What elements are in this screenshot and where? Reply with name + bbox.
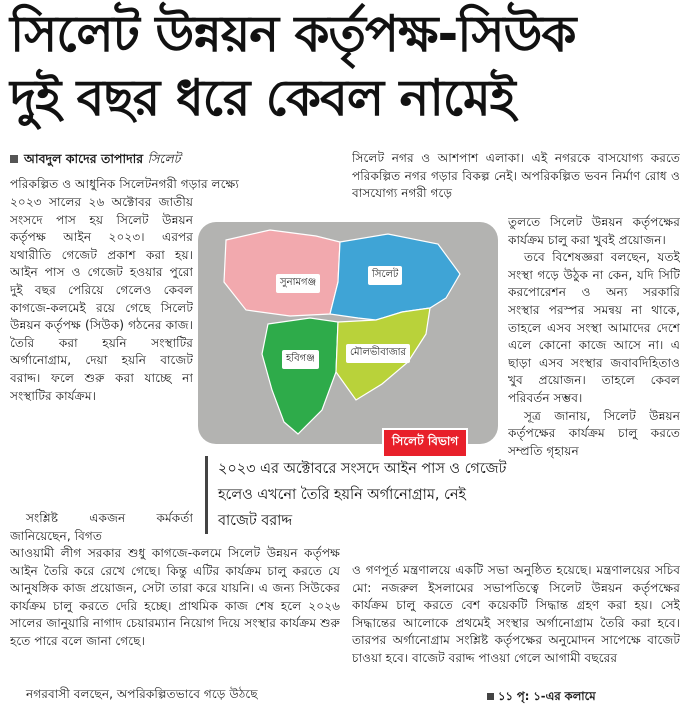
headline-line-2: দুই বছর ধরে কেবল নামেই: [10, 69, 515, 127]
article-right-narrow: [508, 214, 680, 562]
map-label-sunamganj: সুনামগঞ্জ: [276, 274, 320, 293]
continued-marker: [487, 688, 596, 707]
article-left-column: [10, 194, 193, 510]
pull-quote: ২০২৩ এর অক্টোবরে সংসদে আইন পাস ও গেজেট হলেও এখনো তৈরি হয়নি অর্গানোগ্রাম, নেই বাজেট বরাদ্দ: [205, 456, 508, 534]
map-region-habiganj: [262, 318, 338, 434]
continued-square-icon: [487, 693, 494, 700]
article-right-para-2: তবে বিশেষজ্ঞরা বলছেন, যতই সংস্থা গড়ে উঠুক না কেন, যদি সিটি করপোরেশন ও অন্য সরকারি সংস্থার পরস্পর সমন্বয় না থাকে, তাহলে এসব সংস্থা আমাদের দেশে এলে কোনো কাজে আসে না। এ ছাড়া এসব সংস্থার জবাবদিহিতাও খুব প্রয়োজন। তাহলে কেবল পরিবর্তন সম্ভব।: [508, 250, 680, 405]
map-label-sylhet: সিলেট: [368, 266, 402, 285]
byline-bullet-icon: [10, 155, 18, 163]
continued-text: ১১ পৃ: ১-এর কলামে: [498, 689, 596, 703]
article-right-bottom: ও গণপূর্ত মন্ত্রণালয়ে একটি সভা অনুষ্ঠিত হয়েছে। মন্ত্রণালয়ের সচিব মো: নজরুল ইসলামের সভাপতিত্বে সিলেট উন্নয়ন কর্তৃপক্ষের কার্যক্রম চালু করতে বেশ কয়েকটি সিদ্ধান্ত গ্রহণ করা হয়। সেই সিদ্ধান্তের আলোকে প্রথমেই সংস্থার অর্গানোগ্রাম তৈরি করা হবে। তারপর অর্গানোগ্রাম সংশ্লিষ্ট কর্তৃপক্ষের অনুমোদন সাপেক্ষে বাজেট চাওয়া হবে। বাজেট বরাদ্দ পাওয়া গেলে আগামী বছরের: [352, 563, 680, 665]
article-left-para: ২০২৩ সালের ২৬ অক্টোবর জাতীয় সংসদে পাস হয় সিলেট উন্নয়ন কর্তৃপক্ষ আইন ২০২৩। এরপর যথারীতি গেজেট প্রকাশ করা হয়। আইন পাস ও গেজেট হওয়ার পুরো দুই বছর পেরিয়ে গেলেও কেবল কাগজে-কলমেই রয়ে গেছে সিলেট উন্নয়ন কর্তৃপক্ষ (সিউক) গঠনের কাজ। তৈরি করা হয়নি সংস্থাটির অর্গানোগ্রাম, দেয়া হয়নি বাজেট বরাদ্দ। ফলে শুরু করা যাচ্ছে না সংস্থাটির কার্যক্রম।: [10, 195, 193, 403]
byline-author: আবদুল কাদের তাপাদার: [24, 151, 144, 166]
map-label-habiganj: হবিগঞ্জ: [282, 350, 319, 369]
article-right-para-1: তুলতে সিলেট উন্নয়ন কর্তৃপক্ষের কার্যক্রম চালু করা খুবই প্রয়োজন।: [508, 215, 680, 247]
article-right-para-3: সূত্র জানায়, সিলেট উন্নয়ন কর্তৃপক্ষের কার্যক্রম চালু করতে সম্প্রতি গৃহায়ন: [508, 408, 680, 458]
map-svg: [198, 222, 498, 444]
article-bottom-left-last: নগরবাসী বলছেন, অপরিকল্পিতভাবে গড়ে উঠছে: [26, 687, 258, 701]
intro-line: পরিকল্পিত ও আধুনিক সিলেটনগরী গড়ার লক্ষ্যে: [10, 177, 239, 191]
map-label-moulvibazar: মৌলভীবাজার: [346, 344, 410, 363]
headline-line-1: সিলেট উন্নয়ন কর্তৃপক্ষ-সিউক: [10, 5, 576, 63]
headline: [10, 2, 680, 130]
article-bottom-left: আওয়ামী লীগ সরকার শুধু কাগজে-কলমে সিলেট উন্নয়ন কর্তৃপক্ষ আইন তৈরি করে রেখে গেছে। কিন্তু এটির কার্যক্রম চালু করতে যে আনুষঙ্গিক কাজ প্রয়োজন, সেটা তারা করে যায়নি। এ জন্য সিউকের কার্যক্রম চালু করতে দেরি হচ্ছে। প্রাথমিক কাজ শেষ হলে ২০২৬ সালের জানুয়ারি নাগাদ চেয়ারম্যান নিয়োগ দিয়ে সংস্থার কার্যক্রম শুরু হতে পারে বলে জানা গেছে।: [10, 546, 340, 648]
sylhet-division-map: [198, 222, 498, 444]
division-badge: সিলেট বিভাগ: [382, 428, 468, 458]
article-left-para-2: সংশ্লিষ্ট একজন কর্মকর্তা জানিয়েছেন, বিগত: [10, 511, 193, 543]
byline: [10, 151, 180, 171]
article-right-top: সিলেট নগর ও আশপাশ এলাকা। এই নগরকে বাসযোগ্য করতে পরিকল্পিত নগর গড়ার বিকল্প নেই। অপরিকল্পিত ভবন নির্মাণ রোধ ও বাসযোগ্য নগরী গড়ে: [352, 151, 680, 201]
map-region-sunamganj: [224, 230, 340, 316]
byline-place: সিলেট: [147, 151, 181, 166]
